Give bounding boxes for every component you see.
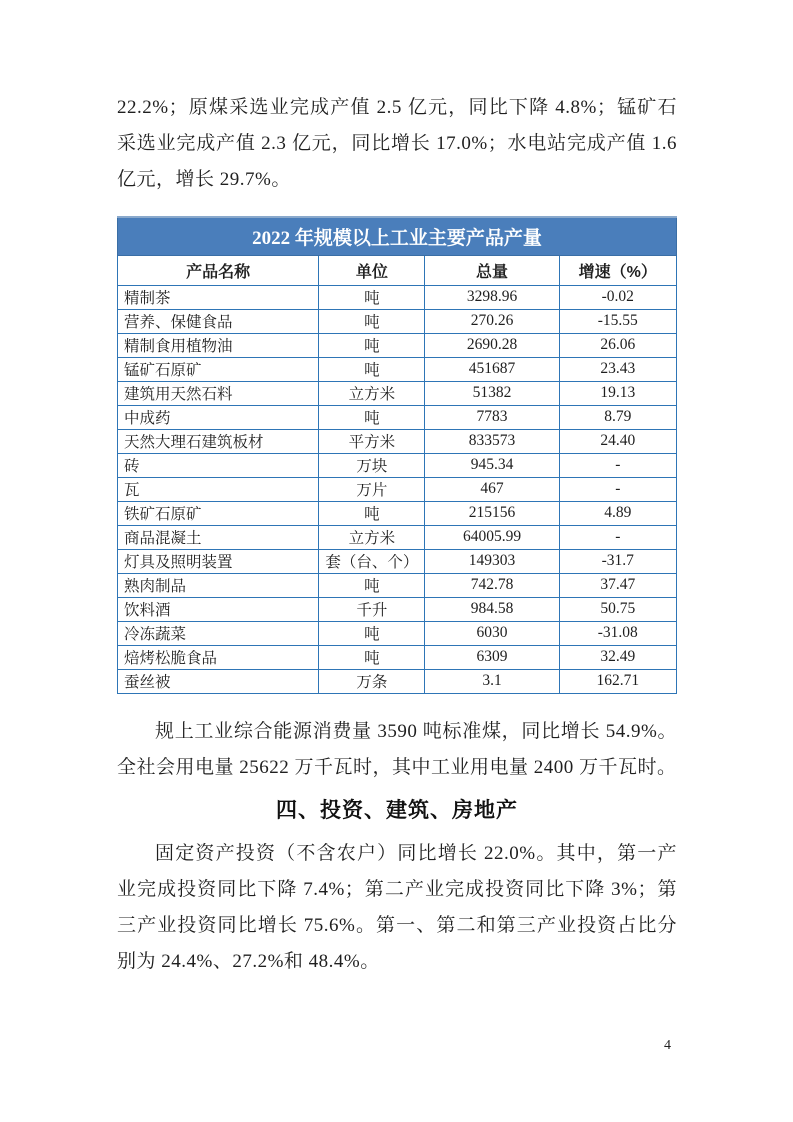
product-name-cell: 冷冻蔬菜 — [118, 621, 319, 645]
table-row — [118, 285, 677, 309]
total-cell: 51382 — [425, 381, 559, 405]
table-row — [118, 453, 677, 477]
product-name-cell: 熟肉制品 — [118, 573, 319, 597]
col-header-total: 总量 — [425, 255, 559, 285]
unit-cell: 立方米 — [319, 525, 425, 549]
industrial-products-table — [117, 216, 677, 694]
page-number: 4 — [664, 1038, 671, 1053]
table-row — [118, 309, 677, 333]
unit-cell: 吨 — [319, 333, 425, 357]
product-name-cell: 焙烤松脆食品 — [118, 645, 319, 669]
total-cell: 3298.96 — [425, 285, 559, 309]
product-name-cell: 灯具及照明装置 — [118, 549, 319, 573]
table-row — [118, 357, 677, 381]
unit-cell: 万片 — [319, 477, 425, 501]
unit-cell: 万条 — [319, 669, 425, 693]
growth-cell: -31.7 — [559, 549, 676, 573]
paragraph-industry-output-values: 22.2%；原煤采选业完成产值 2.5 亿元，同比下降 4.8%；锰矿石采选业完成产值 2.3 亿元，同比增长 17.0%；水电站完成产值 1.6 亿元，增长 29.7%。 — [117, 97, 677, 190]
growth-cell: 32.49 — [559, 645, 676, 669]
total-cell: 833573 — [425, 429, 559, 453]
total-cell: 467 — [425, 477, 559, 501]
growth-cell: 26.06 — [559, 333, 676, 357]
page-content — [117, 90, 677, 980]
growth-cell: 162.71 — [559, 669, 676, 693]
table-row — [118, 381, 677, 405]
total-cell: 6030 — [425, 621, 559, 645]
col-header-product-name: 产品名称 — [118, 255, 319, 285]
growth-cell: 23.43 — [559, 357, 676, 381]
table-row — [118, 645, 677, 669]
unit-cell: 吨 — [319, 309, 425, 333]
table-row — [118, 429, 677, 453]
product-name-cell: 砖 — [118, 453, 319, 477]
table-row — [118, 621, 677, 645]
paragraph-energy-consumption: 规上工业综合能源消费量 3590 吨标准煤，同比增长 54.9%。全社会用电量 25622 万千瓦时，其中工业用电量 2400 万千瓦时。 — [117, 720, 677, 778]
unit-cell: 吨 — [319, 573, 425, 597]
product-name-cell: 营养、保健食品 — [118, 309, 319, 333]
unit-cell: 吨 — [319, 285, 425, 309]
unit-cell: 吨 — [319, 405, 425, 429]
growth-cell: - — [559, 477, 676, 501]
total-cell: 64005.99 — [425, 525, 559, 549]
total-cell: 451687 — [425, 357, 559, 381]
product-name-cell: 天然大理石建筑板材 — [118, 429, 319, 453]
unit-cell: 套（台、个） — [319, 549, 425, 573]
table-row — [118, 501, 677, 525]
product-name-cell: 锰矿石原矿 — [118, 357, 319, 381]
table-title: 2022 年规模以上工业主要产品产量 — [118, 217, 677, 255]
paragraph-fixed-asset-investment: 固定资产投资（不含农户）同比增长 22.0%。其中，第一产业完成投资同比下降 7.4%；第二产业完成投资同比下降 3%；第三产业投资同比增长 75.6%。第一、第二和第三产业投资占比分别为 24.4%、27.2%和 48.4%。 — [117, 842, 677, 972]
unit-cell: 万块 — [319, 453, 425, 477]
product-name-cell: 铁矿石原矿 — [118, 501, 319, 525]
total-cell: 2690.28 — [425, 333, 559, 357]
table-row — [118, 597, 677, 621]
table-header-row — [118, 255, 677, 285]
col-header-growth-rate: 增速（%） — [559, 255, 676, 285]
total-cell: 7783 — [425, 405, 559, 429]
unit-cell: 吨 — [319, 501, 425, 525]
table-row — [118, 333, 677, 357]
total-cell: 6309 — [425, 645, 559, 669]
product-name-cell: 蚕丝被 — [118, 669, 319, 693]
growth-cell: 24.40 — [559, 429, 676, 453]
col-header-unit: 单位 — [319, 255, 425, 285]
growth-cell: 50.75 — [559, 597, 676, 621]
growth-cell: 19.13 — [559, 381, 676, 405]
table-row — [118, 669, 677, 693]
growth-cell: 4.89 — [559, 501, 676, 525]
total-cell: 149303 — [425, 549, 559, 573]
product-name-cell: 精制食用植物油 — [118, 333, 319, 357]
unit-cell: 平方米 — [319, 429, 425, 453]
unit-cell: 吨 — [319, 357, 425, 381]
table-body — [118, 285, 677, 693]
table-row — [118, 405, 677, 429]
total-cell: 270.26 — [425, 309, 559, 333]
unit-cell: 千升 — [319, 597, 425, 621]
table-row — [118, 549, 677, 573]
total-cell: 945.34 — [425, 453, 559, 477]
product-name-cell: 精制茶 — [118, 285, 319, 309]
product-name-cell: 中成药 — [118, 405, 319, 429]
growth-cell: 37.47 — [559, 573, 676, 597]
growth-cell: - — [559, 525, 676, 549]
unit-cell: 立方米 — [319, 381, 425, 405]
table-title-row — [118, 217, 677, 255]
section-heading-investment: 四、投资、建筑、房地产 — [276, 798, 518, 822]
table-row — [118, 573, 677, 597]
growth-cell: -31.08 — [559, 621, 676, 645]
table-row — [118, 477, 677, 501]
unit-cell: 吨 — [319, 645, 425, 669]
total-cell: 742.78 — [425, 573, 559, 597]
unit-cell: 吨 — [319, 621, 425, 645]
total-cell: 984.58 — [425, 597, 559, 621]
growth-cell: -0.02 — [559, 285, 676, 309]
growth-cell: - — [559, 453, 676, 477]
growth-cell: -15.55 — [559, 309, 676, 333]
growth-cell: 8.79 — [559, 405, 676, 429]
product-name-cell: 瓦 — [118, 477, 319, 501]
product-name-cell: 建筑用天然石料 — [118, 381, 319, 405]
table-row — [118, 525, 677, 549]
total-cell: 215156 — [425, 501, 559, 525]
product-name-cell: 商品混凝土 — [118, 525, 319, 549]
total-cell: 3.1 — [425, 669, 559, 693]
product-name-cell: 饮料酒 — [118, 597, 319, 621]
